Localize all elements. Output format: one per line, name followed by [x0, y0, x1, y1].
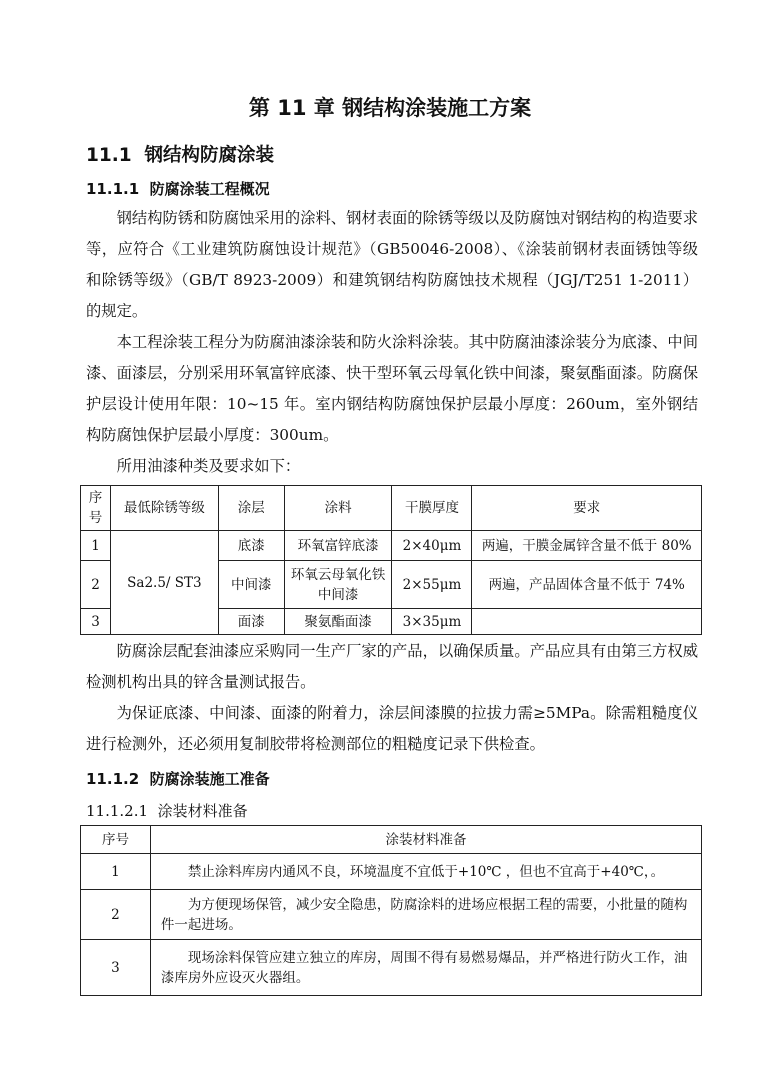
- paragraph-coating-scope: 本工程涂装工程分为防腐油漆涂装和防火涂料涂装。其中防腐油漆涂装分为底漆、中间漆、面漆层，分别采用环氧富锌底漆、快干型环氧云母氧化铁中间漆，聚氨酯面漆。防腐保护层设计使用年限：10~15 年。室内钢结构防腐蚀保护层最小厚度：260um，室外钢结构防腐蚀保护层最小厚度：300um。: [86, 333, 698, 444]
- header-cell: 序号: [81, 826, 151, 854]
- table-header-row: [81, 826, 702, 854]
- layer-cell: 底漆: [218, 531, 284, 561]
- row-number: 2: [81, 561, 111, 609]
- paint-cell: 聚氨酯面漆: [284, 609, 392, 635]
- thickness-cell: 2×55μm: [392, 561, 472, 609]
- subsection-heading-overview: [86, 178, 270, 199]
- paragraph-procurement: 防腐涂层配套油漆应采购同一生产厂家的产品，以确保质量。产品应具有由第三方权威检测机构出具的锌含量测试报告。: [86, 642, 698, 691]
- header-cell: 涂装材料准备: [150, 826, 701, 854]
- section-number: 11.1: [86, 145, 132, 166]
- sub-subsection-number: 11.1.2.1: [86, 802, 149, 820]
- header-cell: 要求: [472, 486, 702, 531]
- requirement-cell: [472, 609, 702, 635]
- header-cell: 涂料: [284, 486, 392, 531]
- material-preparation-table: [80, 825, 702, 996]
- row-text: 为方便现场保管，减少安全隐患，防腐涂料的进场应根据工程的需要，小批量的随构件一起进场。: [150, 890, 701, 940]
- layer-cell: 中间漆: [218, 561, 284, 609]
- paint-cell: 环氧云母氧化铁中间漆: [284, 561, 392, 609]
- layer-cell: 面漆: [218, 609, 284, 635]
- paragraph-paint-intro: 所用油漆种类及要求如下：: [116, 457, 301, 475]
- row-number: 1: [81, 531, 111, 561]
- requirement-cell: 两遍，干膜金属锌含量不低于 80%: [472, 531, 702, 561]
- row-number: 3: [81, 940, 151, 996]
- thickness-cell: 3×35μm: [392, 609, 472, 635]
- subsection-title: 防腐涂装工程概况: [149, 180, 270, 198]
- section-title: 钢结构防腐涂装: [144, 145, 275, 166]
- sub-subsection-title: 涂装材料准备: [157, 802, 248, 820]
- rust-grade-cell: Sa2.5/ ST3: [110, 531, 218, 635]
- header-cell: 干膜厚度: [392, 486, 472, 531]
- subsection-number: 11.1.2: [86, 770, 140, 788]
- row-text: 禁止涂料库房内通风不良，环境温度不宜低于+10℃ ，但也不宜高于+40℃，。: [150, 854, 701, 890]
- table-row: [81, 940, 702, 996]
- table-header-row: [81, 486, 702, 531]
- table-row: [81, 531, 702, 561]
- paint-cell: 环氧富锌底漆: [284, 531, 392, 561]
- sub-subsection-heading: [86, 800, 248, 821]
- row-number: 3: [81, 609, 111, 635]
- paragraph-adhesion: 为保证底漆、中间漆、面漆的附着力，涂层间漆膜的拉拔力需≥5MPa。除需粗糙度仪进行检测外，还必须用复制胶带将检测部位的粗糙度记录下供检查。: [86, 704, 698, 753]
- header-cell: 最低除锈等级: [110, 486, 218, 531]
- paint-requirements-table: [80, 485, 702, 635]
- header-cell: 涂层: [218, 486, 284, 531]
- paragraph-standards: 钢结构防锈和防腐蚀采用的涂料、钢材表面的除锈等级以及防腐蚀对钢结构的构造要求等，应符合《工业建筑防腐蚀设计规范》（GB50046-2008）、《涂装前钢材表面锈蚀等级和除锈等级》（GB/T 8923-2009）和建筑钢结构防腐蚀技术规程（JGJ/T251 1-2011）的规定。: [86, 209, 698, 320]
- chapter-title: 第 11 章 钢结构涂装施工方案: [248, 96, 532, 120]
- subsection-heading-preparation: [86, 768, 270, 789]
- subsection-number: 11.1.1: [86, 180, 140, 198]
- row-text: 现场涂料保管应建立独立的库房，周围不得有易燃易爆品，并严格进行防火工作，油漆库房外应设灭火器组。: [150, 940, 701, 996]
- row-number: 1: [81, 854, 151, 890]
- section-heading: [86, 141, 274, 167]
- table-row: [81, 890, 702, 940]
- thickness-cell: 2×40μm: [392, 531, 472, 561]
- requirement-cell: 两遍，产品固体含量不低于 74%: [472, 561, 702, 609]
- header-cell: 序号: [81, 486, 111, 531]
- subsection-title: 防腐涂装施工准备: [149, 770, 270, 788]
- row-number: 2: [81, 890, 151, 940]
- table-row: [81, 854, 702, 890]
